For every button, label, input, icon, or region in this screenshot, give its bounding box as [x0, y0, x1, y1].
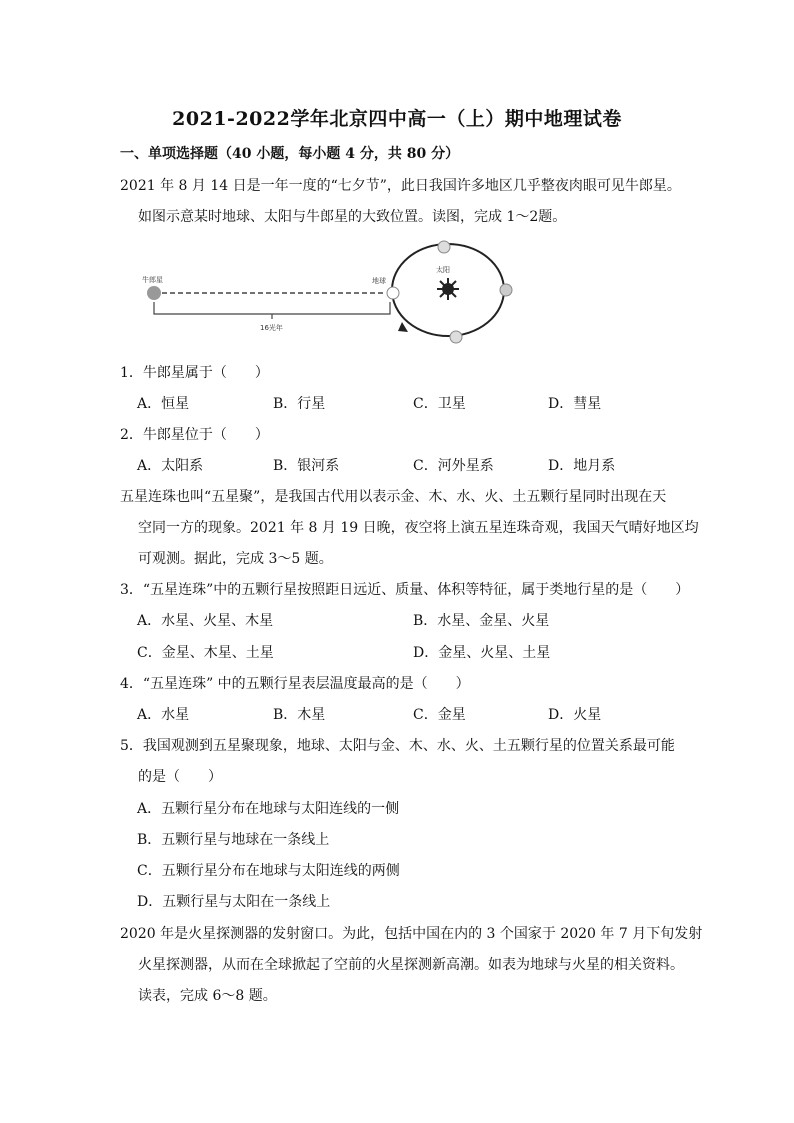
distance-label: 16光年 — [260, 324, 283, 332]
question-1-option-b[interactable]: B．行星 — [273, 396, 326, 412]
question-5-stem-line-2: 的是（ ） — [138, 769, 222, 785]
intro-2-line-2: 空同一方的现象。2021 年 8 月 19 日晚，夜空将上演五星连珠奇观，我国天气晴好地区均 — [138, 520, 699, 536]
question-5-option-d[interactable]: D．五颗行星与太阳在一条线上 — [137, 894, 331, 910]
intro-1-line-1: 2021 年 8 月 14 日是一年一度的“七夕节”，此日我国许多地区几乎整夜肉眼可见牛郎星。 — [120, 178, 681, 194]
page-title: 2021-2022学年北京四中高一（上）期中地理试卷 — [172, 108, 622, 130]
question-2-option-a[interactable]: A．太阳系 — [137, 458, 204, 474]
sun-label: 太阳 — [436, 266, 450, 274]
question-3-option-c[interactable]: C．金星、木星、土星 — [137, 645, 274, 661]
question-1-option-c[interactable]: C．卫星 — [413, 396, 466, 412]
earth-position-right — [500, 284, 512, 296]
question-4-option-a[interactable]: A．水星 — [137, 707, 190, 723]
question-5-option-c[interactable]: C．五颗行星分布在地球与太阳连线的两侧 — [137, 863, 400, 879]
earth-label: 地球 — [372, 277, 386, 285]
altair-icon — [147, 286, 161, 300]
orbit-figure — [140, 240, 520, 348]
intro-3-line-3: 读表，完成 6～8 题。 — [138, 988, 277, 1004]
question-1-stem: 1．牛郎星属于（ ） — [120, 365, 269, 381]
question-5-stem-line-1: 5．我国观测到五星聚现象，地球、太阳与金、木、水、火、土五颗行星的位置关系最可能 — [120, 738, 675, 754]
question-2-stem: 2．牛郎星位于（ ） — [120, 427, 269, 443]
intro-1-line-2: 如图示意某时地球、太阳与牛郎星的大致位置。读图，完成 1～2题。 — [138, 209, 567, 225]
altair-label: 牛郎星 — [142, 276, 163, 284]
intro-3-line-2: 火星探测器，从而在全球掀起了空前的火星探测新高潮。如表为地球与火星的相关资料。 — [138, 957, 684, 973]
earth-position-bottom — [450, 331, 462, 343]
sun-icon — [437, 278, 459, 300]
section-heading: 一、单项选择题（40 小题，每小题 4 分，共 80 分） — [120, 146, 460, 162]
intro-2-line-3: 可观测。据此，完成 3～5 题。 — [138, 551, 333, 567]
question-3-option-b[interactable]: B．水星、金星、火星 — [413, 613, 550, 629]
orbit-direction-arrow — [398, 322, 408, 332]
intro-2-line-1: 五星连珠也叫“五星聚”，是我国古代用以表示金、木、水、火、土五颗行星同时出现在天 — [120, 489, 667, 505]
earth-position-left — [387, 287, 399, 299]
earth-position-top — [438, 241, 450, 253]
question-1-option-a[interactable]: A．恒星 — [137, 396, 190, 412]
question-4-option-c[interactable]: C．金星 — [413, 707, 466, 723]
question-1-option-d[interactable]: D．彗星 — [548, 396, 602, 412]
question-2-option-c[interactable]: C．河外星系 — [413, 458, 494, 474]
question-4-option-b[interactable]: B．木星 — [273, 707, 326, 723]
question-2-option-d[interactable]: D．地月系 — [548, 458, 616, 474]
question-4-stem: 4．“五星连珠” 中的五颗行星表层温度最高的是（ ） — [120, 676, 470, 692]
question-3-option-d[interactable]: D．金星、火星、土星 — [413, 645, 551, 661]
question-3-option-a[interactable]: A．水星、火星、木星 — [137, 613, 274, 629]
question-5-option-a[interactable]: A．五颗行星分布在地球与太阳连线的一侧 — [137, 801, 400, 817]
question-3-stem: 3．“五星连珠”中的五颗行星按照距日远近、质量、体积等特征，属于类地行星的是（ ） — [120, 582, 690, 598]
question-4-option-d[interactable]: D．火星 — [548, 707, 602, 723]
distance-bracket — [154, 302, 390, 314]
question-5-option-b[interactable]: B．五颗行星与地球在一条线上 — [137, 832, 330, 848]
intro-3-line-1: 2020 年是火星探测器的发射窗口。为此，包括中国在内的 3 个国家于 2020 年 7 月下旬发射 — [120, 926, 703, 942]
question-2-option-b[interactable]: B．银河系 — [273, 458, 340, 474]
